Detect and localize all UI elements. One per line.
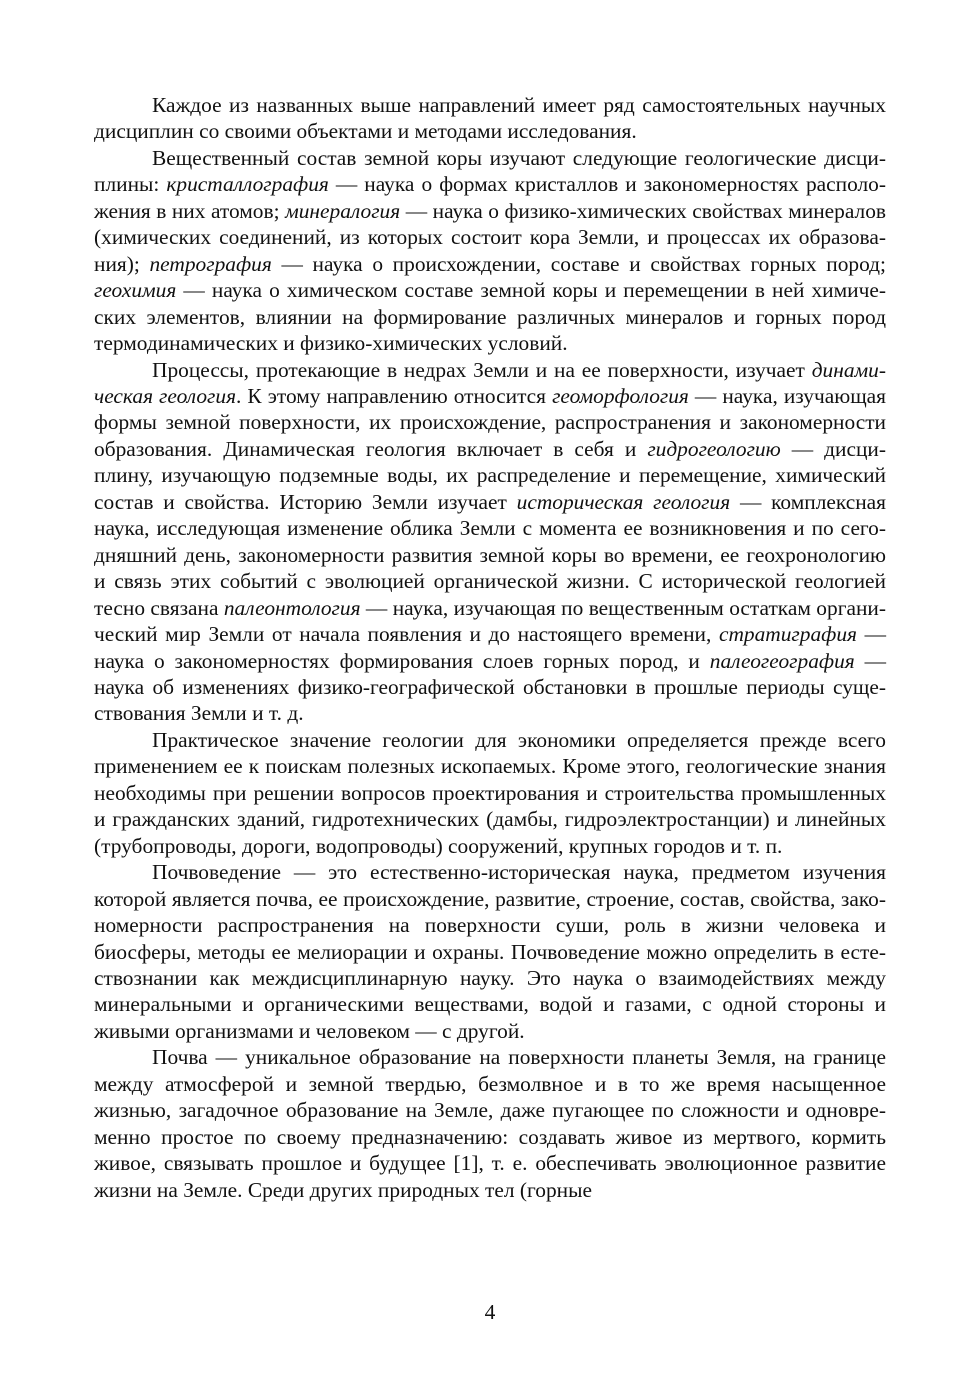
paragraph-2-text: — наука о физико-химических свойствах минералов (химических соединений, из которых состоит кора Земли, и процессах их образования); bbox=[94, 198, 886, 276]
term-paleontology: палеонтология bbox=[223, 595, 361, 620]
paragraph-2-text: Вещественный состав земной коры изучают следующие геологические дисциплины: bbox=[94, 145, 886, 197]
paragraph-2 bbox=[94, 145, 886, 357]
paragraph-1 bbox=[94, 92, 886, 145]
paragraph-2-text: — наука о происхождении, составе и свойствах горных пород; bbox=[271, 251, 887, 276]
paragraph-4 bbox=[94, 727, 886, 859]
paragraph-2-text: — наука о формах кристаллов и закономерностях расположения в них атомов; bbox=[94, 172, 886, 223]
term-geochemistry: геохимия bbox=[94, 278, 177, 303]
term-crystallography: кристаллография bbox=[166, 172, 329, 197]
term-geomorphology: геоморфология bbox=[552, 383, 689, 408]
paragraph-5 bbox=[94, 859, 886, 1044]
paragraph-3-text: — наука о закономерностях формирования слоев горных пород, и bbox=[94, 622, 886, 673]
term-mineralogy: минералогия bbox=[285, 198, 401, 223]
paragraph-1-text: Каждое из названных выше направлений имеет ряд самостоятельных научных дисциплин со своими объектами и методами исследования. bbox=[94, 93, 886, 144]
paragraph-6-text: Почва — уникальное образование на поверхности планеты Земля, на границе между атмосферой и земной твердью, безмолвное и в то же время насыщенное жизнью, загадочное образование на Земле, даже пугающее по сложности и одновременно простое по своему предназначению: создавать живое из мертвого, кормить живое, связывать прошлое и будущее [1], т. е. обеспечивать эволюционное развитие жизни на Земле. Среди других природных тел (горные bbox=[94, 1045, 886, 1202]
paragraph-3-text: Процессы, протекающие в недрах Земли и на ее поверхности, изучает bbox=[152, 357, 812, 382]
paragraph-3-text: — наука, изучающая формы земной поверхности, их происхождение, распространения и закономерности образования. Динамическая геология включает в себя и bbox=[94, 383, 887, 461]
paragraph-3-text: . К этому направлению относится bbox=[236, 383, 553, 408]
term-hydrogeology: гидрогеологию bbox=[647, 436, 781, 461]
term-stratigraphy: стратиграфия bbox=[718, 622, 857, 647]
paragraph-3-text: — наука, изучающая по вещественным остаткам органический мир Земли от начала появления и до настоящего времени, bbox=[94, 595, 886, 647]
term-petrography: петрография bbox=[149, 251, 272, 276]
term-historical-geology: историческая геология bbox=[516, 489, 731, 514]
term-paleogeography: палеогеография bbox=[709, 648, 855, 673]
paragraph-6 bbox=[94, 1044, 886, 1203]
paragraph-4-text: Практическое значение геологии для экономики определяется прежде всего применением ее к поискам полезных ископаемых. Кроме этого, геологические знания необходимы при решении вопросов проектирования и строительства промышленных и гражданских зданий, гидротехнических (дамбы, гидроэлектростанции) и линейных (трубопроводы, дороги, водопроводы) сооружений, крупных городов и т. п. bbox=[94, 727, 886, 858]
page-number: 4 bbox=[484, 1300, 496, 1324]
paragraph-2-text: — наука о химическом составе земной коры и перемещении в ней химических элементов, влиянии на формирование различных минералов и горных пород термодинамических и физико-химических условий. bbox=[94, 278, 886, 356]
paragraph-3-text: — комплексная наука, исследующая изменение облика Земли с момента ее возникновения и по сегодняшний день, закономерности развития земной коры во времени, ее геохронологию и связь этих событий с эволюцией органической жизни. С исторической геологией тесно связана bbox=[94, 489, 887, 620]
document-body bbox=[94, 92, 886, 1203]
term-dynamic-geology: динамическая геология bbox=[94, 357, 886, 408]
paragraph-3 bbox=[94, 357, 886, 727]
paragraph-3-text: — наука об изменениях физико-географической обстановки в прошлые периоды существования Земли и т. д. bbox=[94, 648, 886, 726]
paragraph-5-text: Почвоведение — это естественно-историческая наука, предметом изучения которой является почва, ее происхождение, развитие, строение, состав, свойства, закономерности распространения на поверхности суши, роль в жизни человека и биосферы, методы ее мелиорации и охраны. Почвоведение можно определить в естествознании как междисциплинарную науку. Это наука о взаимодействиях между минеральными и органическими веществами, водой и газами, с одной стороны и живыми организмами и человеком — с другой. bbox=[94, 860, 886, 1043]
paragraph-3-text: — дисциплину, изучающую подземные воды, их распределение и перемещение, химический состав и свойства. Историю Земли изучает bbox=[94, 436, 887, 514]
